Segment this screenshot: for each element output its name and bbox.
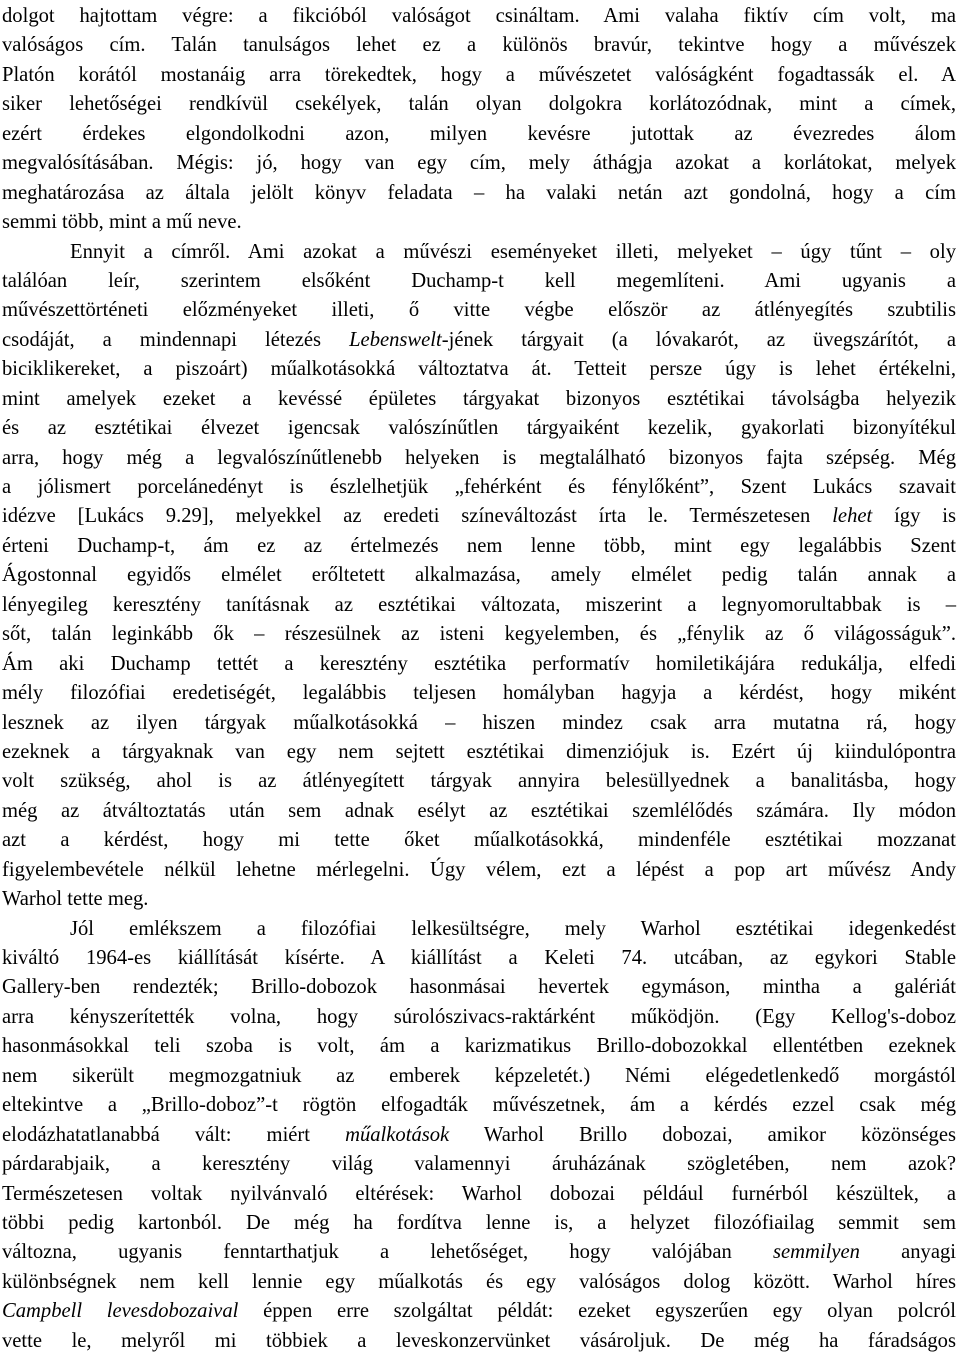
- text-line: [2, 1032, 956, 1061]
- text-line: [2, 826, 956, 855]
- text-line: [2, 296, 956, 325]
- text-run: művészettörténeti előzményeket illeti, ő vitte végbe először az átlényegítés szubtilis: [2, 299, 956, 322]
- text-run: dolgot hajtottam végre: a fikcióból valóságot csináltam. Ami valaha fiktív cím volt, ma: [2, 5, 956, 27]
- text-run: különbségnek nem kell lennie egy műalkotás és egy valóságos dolog között. Warhol híres: [2, 1270, 956, 1293]
- text-run: párdarabjaik, a keresztény világ valamennyi áruházának szögletében, nem azok?: [2, 1153, 956, 1176]
- text-run: megvalósításában. Mégis: jó, hogy van egy cím, mely áthágja azokat a korlátokat, melyek: [2, 152, 956, 175]
- text-line: [2, 414, 956, 443]
- text-run: Ennyit a címről. Ami azokat a művészi eseményeket illeti, melyeket – úgy tűnt – oly: [70, 240, 956, 263]
- text-line: [2, 1062, 956, 1091]
- text-run: sőt, talán leginkább ők – részesülnek az isteni kegyelemben, és „fénylik az ő világosságuk”.: [2, 623, 956, 646]
- text-run: idézve [Lukács 9.29], melyekkel az eredeti színeváltozást írta le. Természetesen: [2, 505, 833, 528]
- text-line: [2, 90, 956, 119]
- text-run: biciklikereket, a piszoárt) műalkotásokká változtatva át. Tetteit persze úgy is lehet értékelni,: [2, 358, 956, 381]
- text-run: eltekintve a „Brillo-doboz”-t rögtön elfogadták művészetnek, ám a kérdés ezzel csak még: [2, 1094, 956, 1117]
- text-run: Warhol tette meg.: [2, 888, 149, 911]
- text-run: a jólismert porcelánedényt is észlelhetjük „fehérként és fénylőként”, Szent Lukács szavait: [2, 476, 956, 498]
- text-run: Természetesen voltak nyilvánvaló eltérések: Warhol dobozai például furnérból készültek, a: [2, 1182, 956, 1205]
- text-run: figyelembevétele nélkül lehetne mérlegelni. Úgy vélem, ezt a lépést a pop art művész Andy: [2, 858, 956, 881]
- text-run: Ám aki Duchamp tettét a keresztény esztétika performatív homiletikájára redukálja, elfedi: [2, 652, 956, 675]
- text-run: mély filozófiai eredetiségét, legalábbis teljesen homályban hagyja a kérdést, hogy miként: [2, 682, 956, 705]
- text-run: semmi több, mint a mű neve.: [2, 211, 242, 234]
- text-run: Platón korától mostanáig arra törekedtek, hogy a művészetet valóságként fogadtassák el. A: [2, 63, 956, 86]
- text-line: [2, 444, 956, 473]
- text-line: [2, 355, 956, 384]
- text-line: [2, 326, 956, 355]
- text-run: így is: [872, 505, 956, 528]
- text-run: ezeknek a tárgyaknak van egy nem sejtett esztétikai dimenziójuk is. Ezért új kiindulópontra: [2, 740, 956, 763]
- text-run: Gallery-ben rendezték; Brillo-dobozok hasonmásai hevertek egymáson, mintha a galériát: [2, 976, 956, 999]
- text-line: [2, 31, 956, 60]
- text-line: [2, 502, 956, 531]
- text-line: [2, 1238, 956, 1267]
- text-line: [2, 1091, 956, 1120]
- text-run: elodázhatatlanabbá vált: miért: [2, 1123, 346, 1146]
- text-run: siker lehetőségei rendkívül csekélyek, talán olyan dolgokra korlátozódnak, mint a címek,: [2, 93, 956, 116]
- text-line: [2, 1268, 956, 1297]
- text-line: [2, 1297, 956, 1326]
- text-run: még az átváltoztatás után sem adnak esélyt az esztétikai szemlélődés számára. Ily módon: [2, 799, 956, 822]
- text-run: lesznek az ilyen tárgyak műalkotásokká – hiszen mindez csak arra mutatna rá, hogy: [2, 711, 956, 734]
- italic-text: műalkotások: [345, 1123, 450, 1146]
- text-line: [2, 591, 956, 620]
- text-run: és az esztétikai élvezet igencsak valószínűtlen tárgyaiként kezelik, gyakorlati bizonyítékul: [2, 417, 956, 440]
- text-line: [2, 679, 956, 708]
- text-line: [2, 1180, 956, 1209]
- text-run: valóságos cím. Talán tanulságos lehet ez a különös bravúr, tekintve hogy a művészek: [2, 34, 956, 57]
- text-run: anyagi: [859, 1241, 956, 1264]
- text-run: arra, hogy még a legvalószínűtlenebb helyeken is megtalálható bizonyos fajta szépség. Még: [2, 446, 956, 469]
- text-line: [2, 149, 956, 178]
- text-line: [2, 1209, 956, 1238]
- text-run: Ágostonnal egyidős elmélet erőltetett alkalmazása, amely elmélet pedig talán annak a: [2, 564, 956, 587]
- text-run: arra kényszerítették volna, hogy súrolószivacs-raktárként működjön. (Egy Kellog's-doboz: [2, 1005, 956, 1028]
- text-line: [2, 1150, 956, 1179]
- text-line: [2, 797, 956, 826]
- paragraph-first-line: [2, 915, 956, 944]
- paragraph-first-line: [2, 238, 956, 267]
- text-line: [2, 709, 956, 738]
- text-line: [2, 620, 956, 649]
- text-run: nem sikerült megmozgatniuk az emberek képzeletét.) Némi elégedetlenkedő morgástól: [2, 1064, 956, 1087]
- italic-text: semmilyen: [772, 1241, 860, 1264]
- text-run: azt a kérdést, hogy mi tette őket műalkotásokká, mindenféle esztétikai mozzanat: [2, 829, 956, 852]
- text-run: Jól emlékszem a filozófiai lelkesültségre, mely Warhol esztétikai idegenkedést: [70, 917, 956, 940]
- text-run: csodáját, a mindennapi létezés: [2, 328, 350, 351]
- text-line: [2, 738, 956, 767]
- text-line: [2, 1003, 956, 1032]
- text-line: [2, 973, 956, 1002]
- text-run: Warhol Brillo dobozai, amikor közönséges: [449, 1123, 956, 1146]
- text-line: [2, 2, 956, 31]
- text-line: [2, 120, 956, 149]
- text-run: éppen erre szolgáltat példát: ezeket egyszerűen egy olyan polcról: [238, 1300, 956, 1323]
- text-run: többi pedig kartonból. De még ha fordítva lenne is, a helyzet filozófiailag semmit sem: [2, 1211, 956, 1234]
- text-run: kiváltó 1964-es kiállítását kísérte. A kiállítást a Keleti 74. utcában, az egykori Stable: [2, 947, 956, 969]
- text-line: [2, 561, 956, 590]
- text-run: meghatározása az általa jelölt könyv feladata – ha valaki netán azt gondolná, hogy a cím: [2, 181, 956, 204]
- text-run: volt szükség, ahol is az átlényegített tárgyak annyira belesüllyednek a banalitásba, hogy: [2, 770, 956, 793]
- italic-text: Lebenswelt: [349, 328, 442, 351]
- italic-text: lehet: [832, 505, 873, 528]
- text-line: [2, 61, 956, 90]
- text-run: érteni Duchamp-t, ám ez az értelmezés nem lenne több, mint egy legalábbis Szent: [2, 534, 956, 557]
- text-line: [2, 856, 956, 885]
- text-line: [2, 885, 956, 914]
- text-line: [2, 208, 956, 237]
- text-line: [2, 767, 956, 796]
- text-run: ezért érdekes elgondolkodni azon, milyen kevésre jutottak az évezredes álom: [2, 122, 956, 145]
- text-run: lényegileg keresztény tanításnak az esztétikai változata, miszerint a legnyomorultabbak is –: [2, 593, 956, 616]
- text-line: [2, 944, 956, 973]
- text-run: mint amelyek ezeket a kevéssé épületes tárgyakat bizonyos esztétikai távolságba helyezik: [2, 387, 956, 410]
- text-line: [2, 1327, 956, 1356]
- text-line: [2, 650, 956, 679]
- text-run: hasonmásokkal teli szoba is volt, ám a karizmatikus Brillo-dobozokkal ellentétben ezeknek: [2, 1035, 956, 1058]
- text-run: -jének tárgyait (a lóvakarót, az üvegszárítót, a: [441, 328, 956, 351]
- text-line: [2, 532, 956, 561]
- body-text: [2, 2, 956, 1356]
- text-run: változna, ugyanis fenntarthatjuk a lehetőséget, hogy valójában: [2, 1241, 773, 1264]
- text-run: találóan leír, szerintem elsőként Duchamp-t kell megemlíteni. Ami ugyanis a: [2, 269, 956, 292]
- text-line: [2, 385, 956, 414]
- italic-text: Campbell levesdobozaival: [2, 1300, 239, 1323]
- text-run: vette le, melyről mi többiek a leveskonzervünket vásároljuk. De még ha fáradságos: [2, 1329, 956, 1352]
- text-line: [2, 473, 956, 502]
- text-line: [2, 179, 956, 208]
- text-line: [2, 267, 956, 296]
- text-line: [2, 1121, 956, 1150]
